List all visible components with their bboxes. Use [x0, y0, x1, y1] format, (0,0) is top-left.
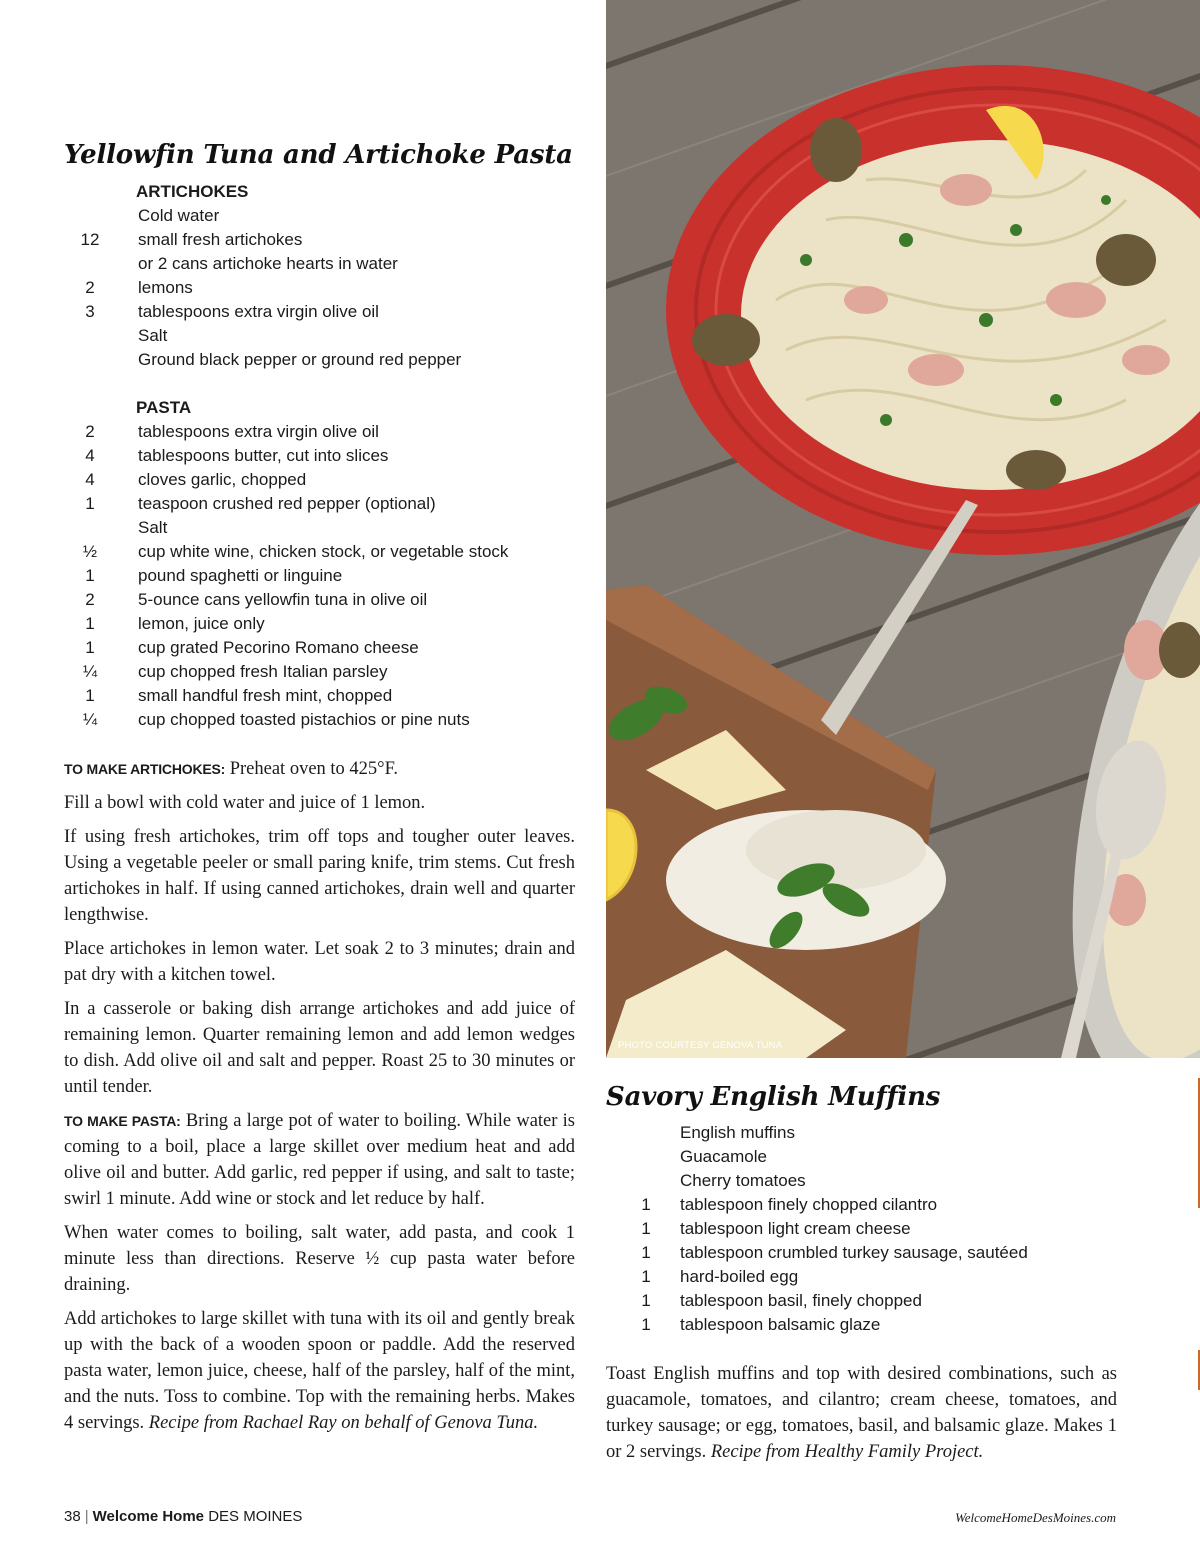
magazine-name: Welcome Home [92, 1508, 205, 1525]
ingredient-quantity [606, 1145, 686, 1169]
direction-paragraph: Place artichokes in lemon water. Let soak 2 to 3 minutes; drain and pat dry with a kitchen towel. [64, 939, 575, 985]
pasta-rows [64, 420, 584, 732]
recipe-credit: Recipe from Rachael Ray on behalf of Genova Tuna. [148, 1413, 539, 1433]
ingredient-text: tablespoons butter, cut into slices [138, 446, 389, 465]
ingredient-quantity [64, 204, 116, 228]
direction-paragraph: In a casserole or baking dish arrange artichokes and add juice of remaining lemon. Quarter remaining lemon and add lemon wedges to dish. Add olive oil and salt and pepper. Roast 25 to 30 minutes or until tender. [64, 999, 575, 1097]
ingredient-quantity: 1 [641, 1291, 651, 1310]
page-number: 38 [64, 1508, 81, 1525]
ingredient-row [64, 252, 584, 276]
pasta-ingredient-list [64, 396, 584, 732]
ingredient-row [606, 1289, 1166, 1313]
photo-credit: PHOTO COURTESY GENOVA TUNA [618, 1040, 783, 1051]
ingredient-quantity: 1 [641, 1243, 651, 1262]
pasta-step-lead: TO MAKE PASTA: [64, 1113, 181, 1129]
direction-text: Add artichokes to large skillet with tuna with its oil and gently break up with the back of a wooden spoon or paddle. Add the reserved pasta water, lemon juice, cheese, half of the parsley, half of the mint, and the nuts. Toss to combine. Top with the remaining herbs. Makes 4 servings. [64, 1309, 575, 1433]
muffin-ingredient-list [606, 1121, 1166, 1337]
ingredient-text: teaspoon crushed red pepper (optional) [138, 494, 436, 513]
ingredient-quantity: 1 [641, 1219, 651, 1238]
ingredient-text: cloves garlic, chopped [138, 470, 307, 489]
direction-text: Preheat oven to 425°F. [225, 759, 398, 779]
pasta-heading: PASTA [136, 398, 192, 417]
ingredient-text: English muffins [680, 1123, 795, 1142]
ingredient-row [64, 300, 584, 324]
ingredient-row [64, 588, 584, 612]
ingredient-text: hard-boiled egg [680, 1267, 799, 1286]
ingredient-quantity: ¼ [82, 662, 98, 681]
direction-paragraph: Fill a bowl with cold water and juice of 1 lemon. [64, 793, 426, 813]
ingredient-quantity: 1 [641, 1315, 651, 1334]
food-photo-illustration [606, 0, 1200, 1058]
ingredient-quantity: 1 [641, 1267, 651, 1286]
ingredient-quantity: ½ [82, 542, 98, 561]
ingredient-row [64, 516, 584, 540]
ingredient-text: Cherry tomatoes [680, 1171, 806, 1190]
ingredient-text: lemon, juice only [138, 614, 265, 633]
ingredient-text: cup white wine, chicken stock, or vegetable stock [138, 542, 509, 561]
ingredient-row [64, 612, 584, 636]
ingredient-row [606, 1313, 1166, 1337]
direction-paragraph: If using fresh artichokes, trim off tops and tougher outer leaves. Using a vegetable peeler or small paring knife, trim stems. Cut fresh artichokes in half. If using canned artichokes, drain well and quarter lengthwise. [64, 827, 575, 925]
ingredient-row [64, 324, 584, 348]
ingredient-quantity [64, 348, 116, 372]
ingredient-text: lemons [138, 278, 193, 297]
ingredient-quantity [64, 516, 116, 540]
ingredient-row [606, 1169, 1166, 1193]
ingredient-row [606, 1217, 1166, 1241]
tuna-directions [64, 756, 575, 1444]
ingredient-quantity: 2 [85, 590, 95, 609]
ingredient-text: cup grated Pecorino Romano cheese [138, 638, 419, 657]
artichokes-heading: ARTICHOKES [136, 182, 249, 201]
ingredient-quantity [606, 1169, 686, 1193]
ingredient-quantity: 4 [85, 470, 95, 489]
ingredient-row [64, 444, 584, 468]
ingredient-row [64, 276, 584, 300]
ingredient-quantity: 1 [85, 638, 95, 657]
direction-text: Toast English muffins and top with desired combinations, such as guacamole, tomatoes, and cilantro; cream cheese, tomatoes, and turkey sausage; or egg, tomatoes, basil, and balsamic glaze. Makes 1 or 2 servings. [606, 1364, 1117, 1462]
ingredient-text: tablespoon light cream cheese [680, 1219, 911, 1238]
ingredient-row [606, 1265, 1166, 1289]
muffin-directions [606, 1361, 1117, 1465]
ingredient-row [64, 204, 584, 228]
ingredient-row [606, 1193, 1166, 1217]
muffin-rows [606, 1121, 1166, 1337]
tuna-recipe-title: Yellowfin Tuna and Artichoke Pasta [64, 140, 573, 170]
ingredient-row [64, 228, 584, 252]
ingredient-text: Salt [138, 326, 168, 345]
ingredient-text: or 2 cans artichoke hearts in water [138, 254, 398, 273]
recipe-credit: Recipe from Healthy Family Project. [710, 1442, 984, 1462]
ingredient-text: tablespoon finely chopped cilantro [680, 1195, 938, 1214]
ingredient-quantity [606, 1121, 686, 1145]
ingredient-quantity: 2 [85, 278, 95, 297]
ingredient-row [606, 1121, 1166, 1145]
ingredient-quantity: 3 [85, 302, 95, 321]
ingredient-text: small handful fresh mint, chopped [138, 686, 393, 705]
ingredient-row [64, 540, 584, 564]
footer-folio [64, 1508, 302, 1525]
ingredient-text: cup chopped toasted pistachios or pine nuts [138, 710, 470, 729]
food-photo [606, 0, 1200, 1058]
ingredient-row [64, 492, 584, 516]
ingredient-text: pound spaghetti or linguine [138, 566, 343, 585]
ingredient-quantity: 1 [85, 566, 95, 585]
ingredient-quantity: 1 [641, 1195, 651, 1214]
artichokes-step-lead: TO MAKE ARTICHOKES: [64, 761, 226, 777]
ingredient-text: tablespoons extra virgin olive oil [138, 422, 379, 441]
direction-paragraph [606, 1361, 1117, 1465]
direction-text: Bring a large pot of water to boiling. While water is coming to a boil, place a large skillet over medium heat and add olive oil and butter. Add garlic, red pepper if using, and salt to taste; swirl 1 minute. Add wine or stock and let reduce by half. [64, 1111, 576, 1209]
ingredient-quantity [64, 324, 116, 348]
ingredient-text: tablespoon balsamic glaze [680, 1315, 881, 1334]
magazine-city: DES MOINES [208, 1508, 303, 1525]
ingredient-quantity [64, 252, 116, 276]
ingredient-quantity: ¼ [82, 710, 98, 729]
ingredient-row [64, 348, 584, 372]
ingredient-quantity: 4 [85, 446, 95, 465]
ingredient-text: Ground black pepper or ground red pepper [138, 350, 462, 369]
ingredient-row [606, 1145, 1166, 1169]
ingredient-quantity: 1 [85, 614, 95, 633]
ingredient-text: cup chopped fresh Italian parsley [138, 662, 388, 681]
ingredient-quantity: 1 [85, 494, 95, 513]
muffin-recipe-title: Savory English Muffins [606, 1082, 941, 1112]
ingredient-text: Salt [138, 518, 168, 537]
footer-website: WelcomeHomeDesMoines.com [955, 1510, 1116, 1525]
ingredient-text: Cold water [138, 206, 220, 225]
direction-paragraph [64, 1306, 575, 1436]
ingredient-row [606, 1241, 1166, 1265]
ingredient-text: Guacamole [680, 1147, 767, 1166]
artichokes-rows [64, 204, 584, 372]
ingredient-row [64, 636, 584, 660]
ingredient-row [64, 708, 584, 732]
ingredient-text: 5-ounce cans yellowfin tuna in olive oil [138, 590, 428, 609]
direction-paragraph [64, 1108, 575, 1212]
direction-paragraph: When water comes to boiling, salt water, add pasta, and cook 1 minute less than directions. Reserve ½ cup pasta water before draining. [64, 1223, 575, 1295]
artichokes-ingredient-list [64, 180, 584, 372]
ingredient-text: tablespoon crumbled turkey sausage, sautéed [680, 1243, 1028, 1262]
ingredient-row [64, 420, 584, 444]
ingredient-quantity: 12 [80, 230, 100, 249]
ingredient-quantity: 2 [85, 422, 95, 441]
footer-separator: | [84, 1508, 89, 1525]
ingredient-row [64, 468, 584, 492]
ingredient-text: small fresh artichokes [138, 230, 303, 249]
ingredient-text: tablespoons extra virgin olive oil [138, 302, 379, 321]
ingredient-text: tablespoon basil, finely chopped [680, 1291, 922, 1310]
ingredient-row [64, 684, 584, 708]
ingredient-row [64, 564, 584, 588]
ingredient-quantity: 1 [85, 686, 95, 705]
ingredient-row [64, 660, 584, 684]
direction-paragraph [64, 756, 575, 782]
